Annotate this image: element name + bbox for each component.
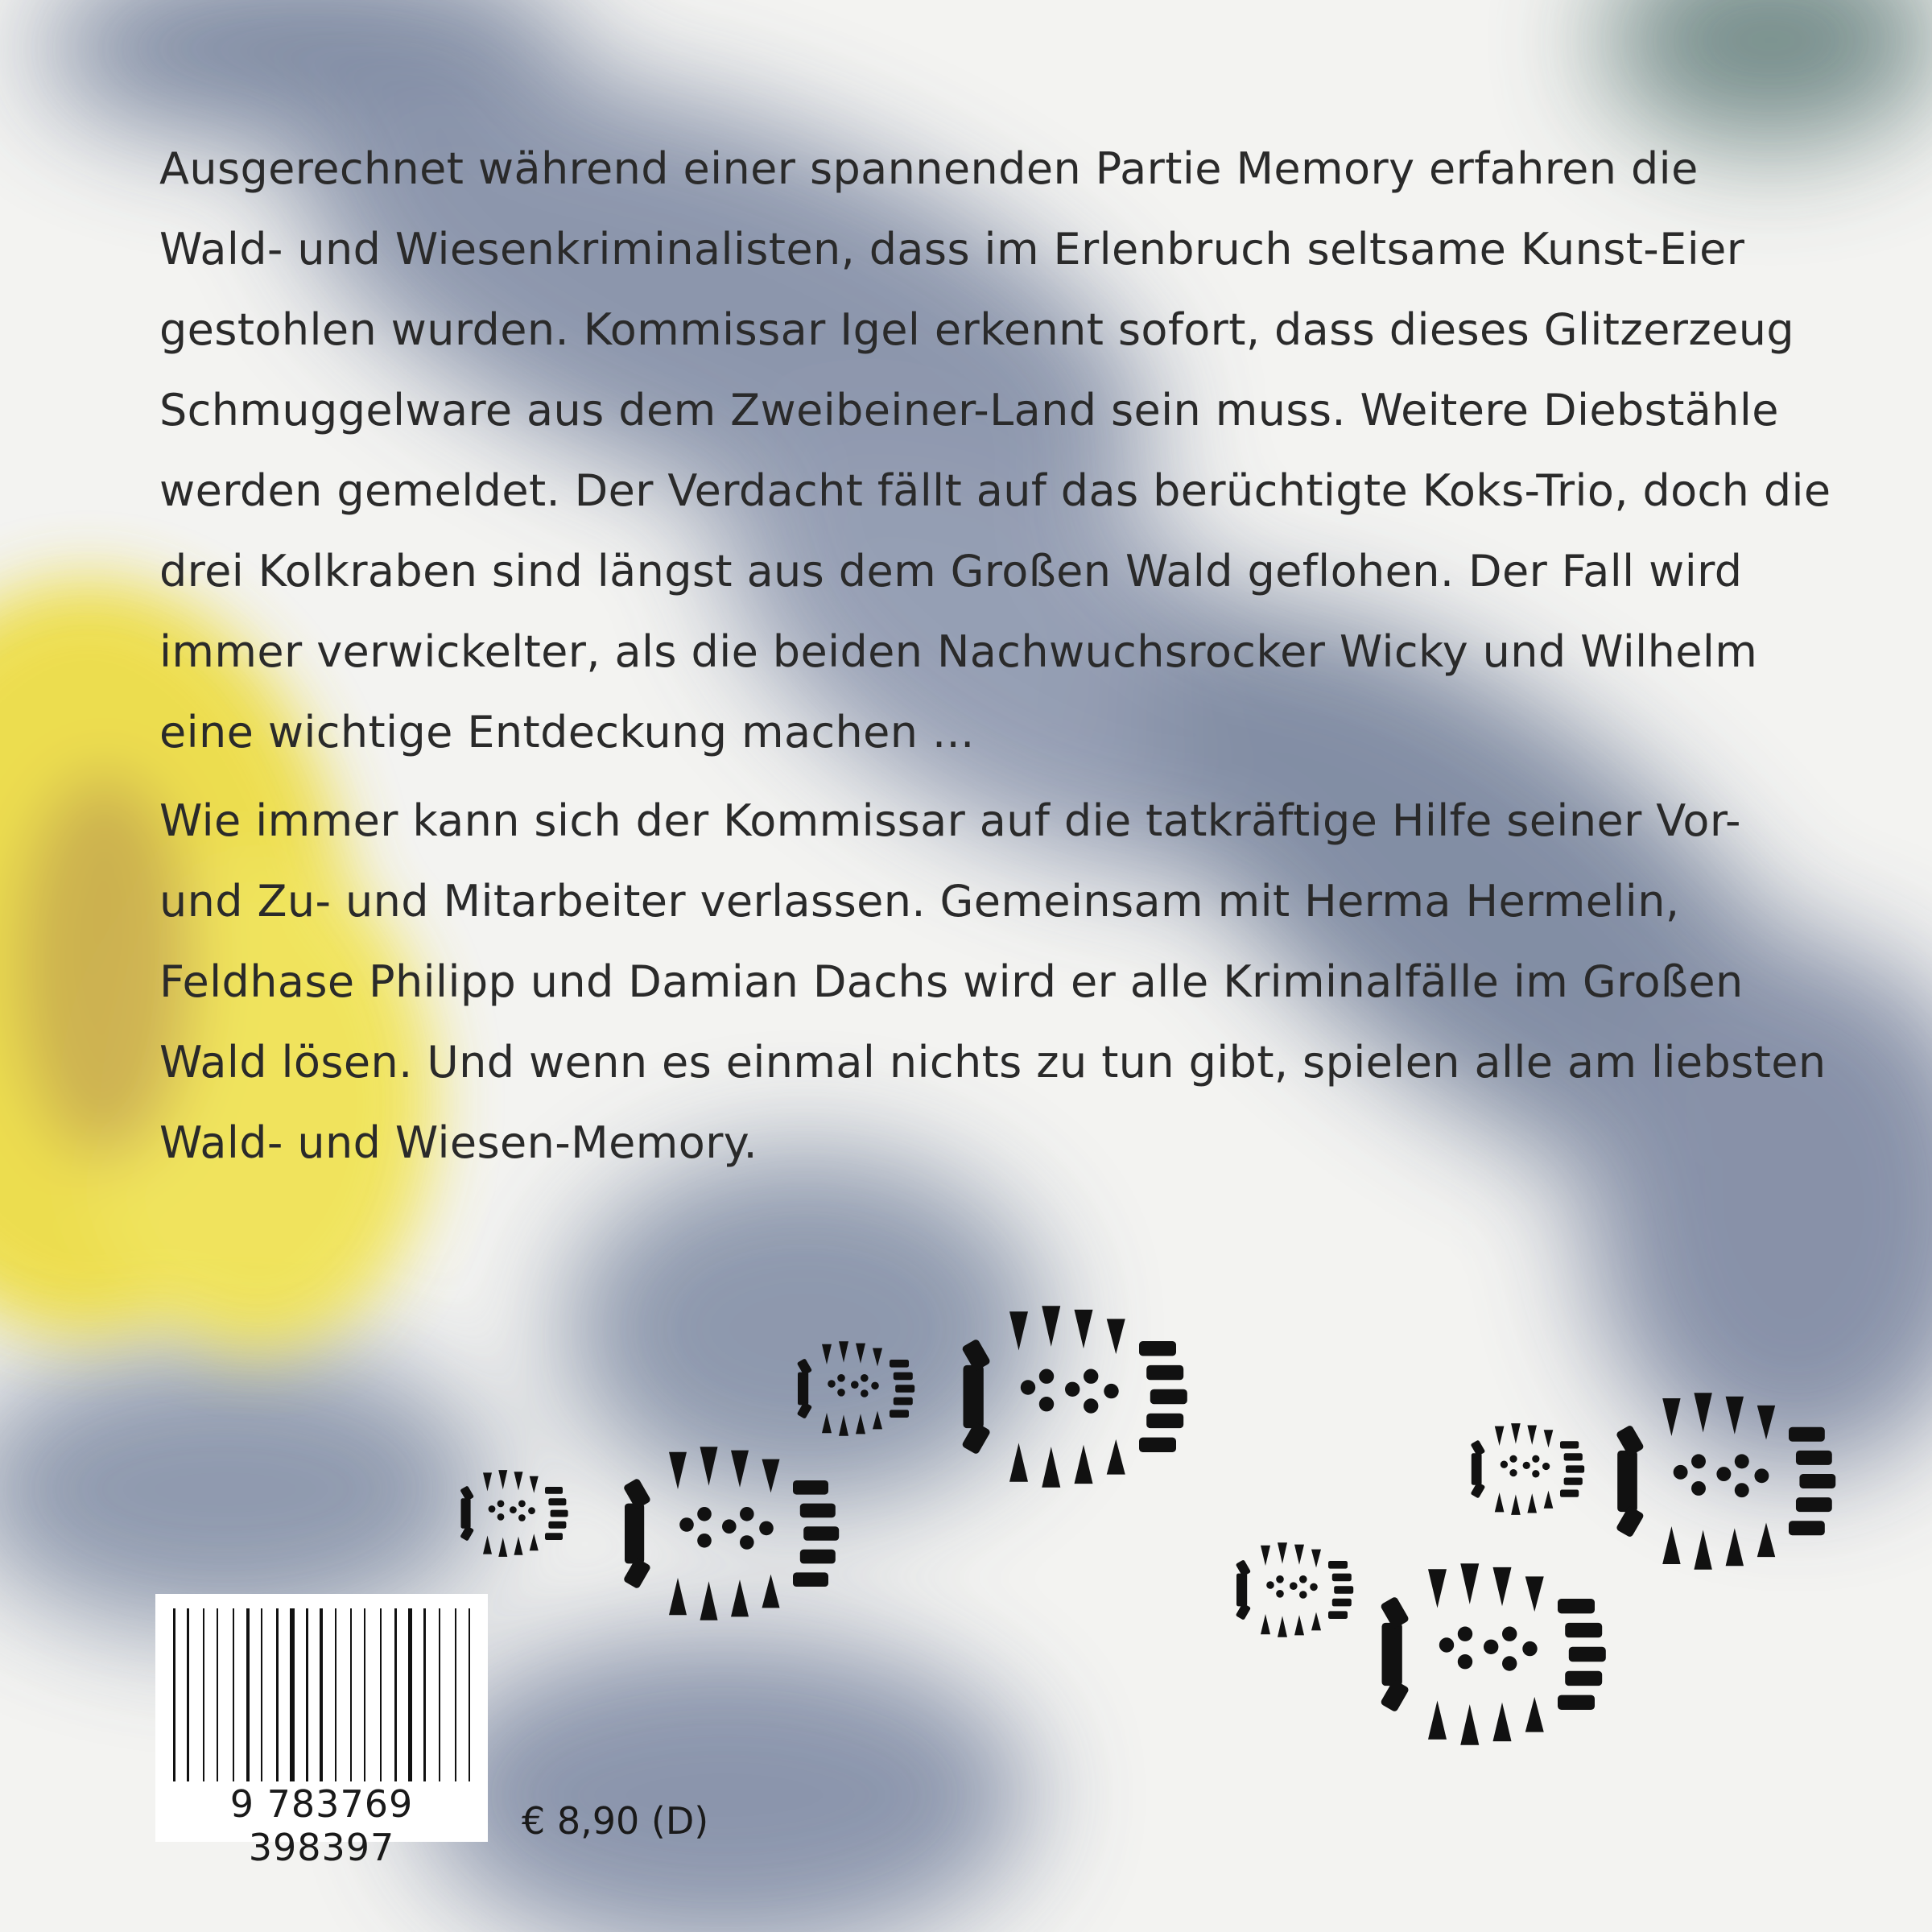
- barcode-icon: [155, 1594, 488, 1787]
- footprint-icon: [961, 1306, 1187, 1487]
- footprint-icon: [460, 1470, 568, 1557]
- price-label: € 8,90 (D): [522, 1799, 709, 1843]
- footprint-icon: [797, 1341, 914, 1436]
- footprint-icon: [623, 1447, 840, 1620]
- isbn-barcode: [155, 1594, 488, 1869]
- blurb-paragraph-2: Wie immer kann sich der Kommissar auf die tatkräftige Hilfe seiner Vor- und Zu- und Mitarbeiter verlassen. Gemeinsam mit Herma Hermelin, Feldhase Philipp und Damian Dachs wird er alle Kriminalfälle im Großen Wald lösen. Und wenn es einmal nichts zu tun gibt, spielen alle am liebsten Wald- und Wiesen-Memory.: [159, 795, 1827, 1168]
- footprint-icon: [1380, 1563, 1606, 1744]
- footprint-icon: [1616, 1393, 1835, 1570]
- footprint-icon: [1236, 1542, 1353, 1637]
- blurb-paragraph-1: Ausgerechnet während einer spannenden Partie Memory erfahren die Wald- und Wiesenkriminalisten, dass im Erlenbruch seltsame Kunst-Eier gestohlen wurden. Kommissar Igel erkennt sofort, dass dieses Glitzerzeug Schmuggelware aus dem Zweibeiner-Land sein muss. Weitere Diebstähle werden gemeldet. Der Verdacht fällt auf das berüchtigte Koks-Trio, doch die drei Kolkraben sind längst aus dem Großen Wald geflohen. Der Fall wird immer verwickelter, als die beiden Nachwuchsrocker Wicky und Wilhelm eine wichtige Entdeckung machen ...: [159, 143, 1831, 758]
- isbn-number: 9 783769 398397: [229, 1782, 414, 1869]
- footprint-icon: [1471, 1423, 1585, 1515]
